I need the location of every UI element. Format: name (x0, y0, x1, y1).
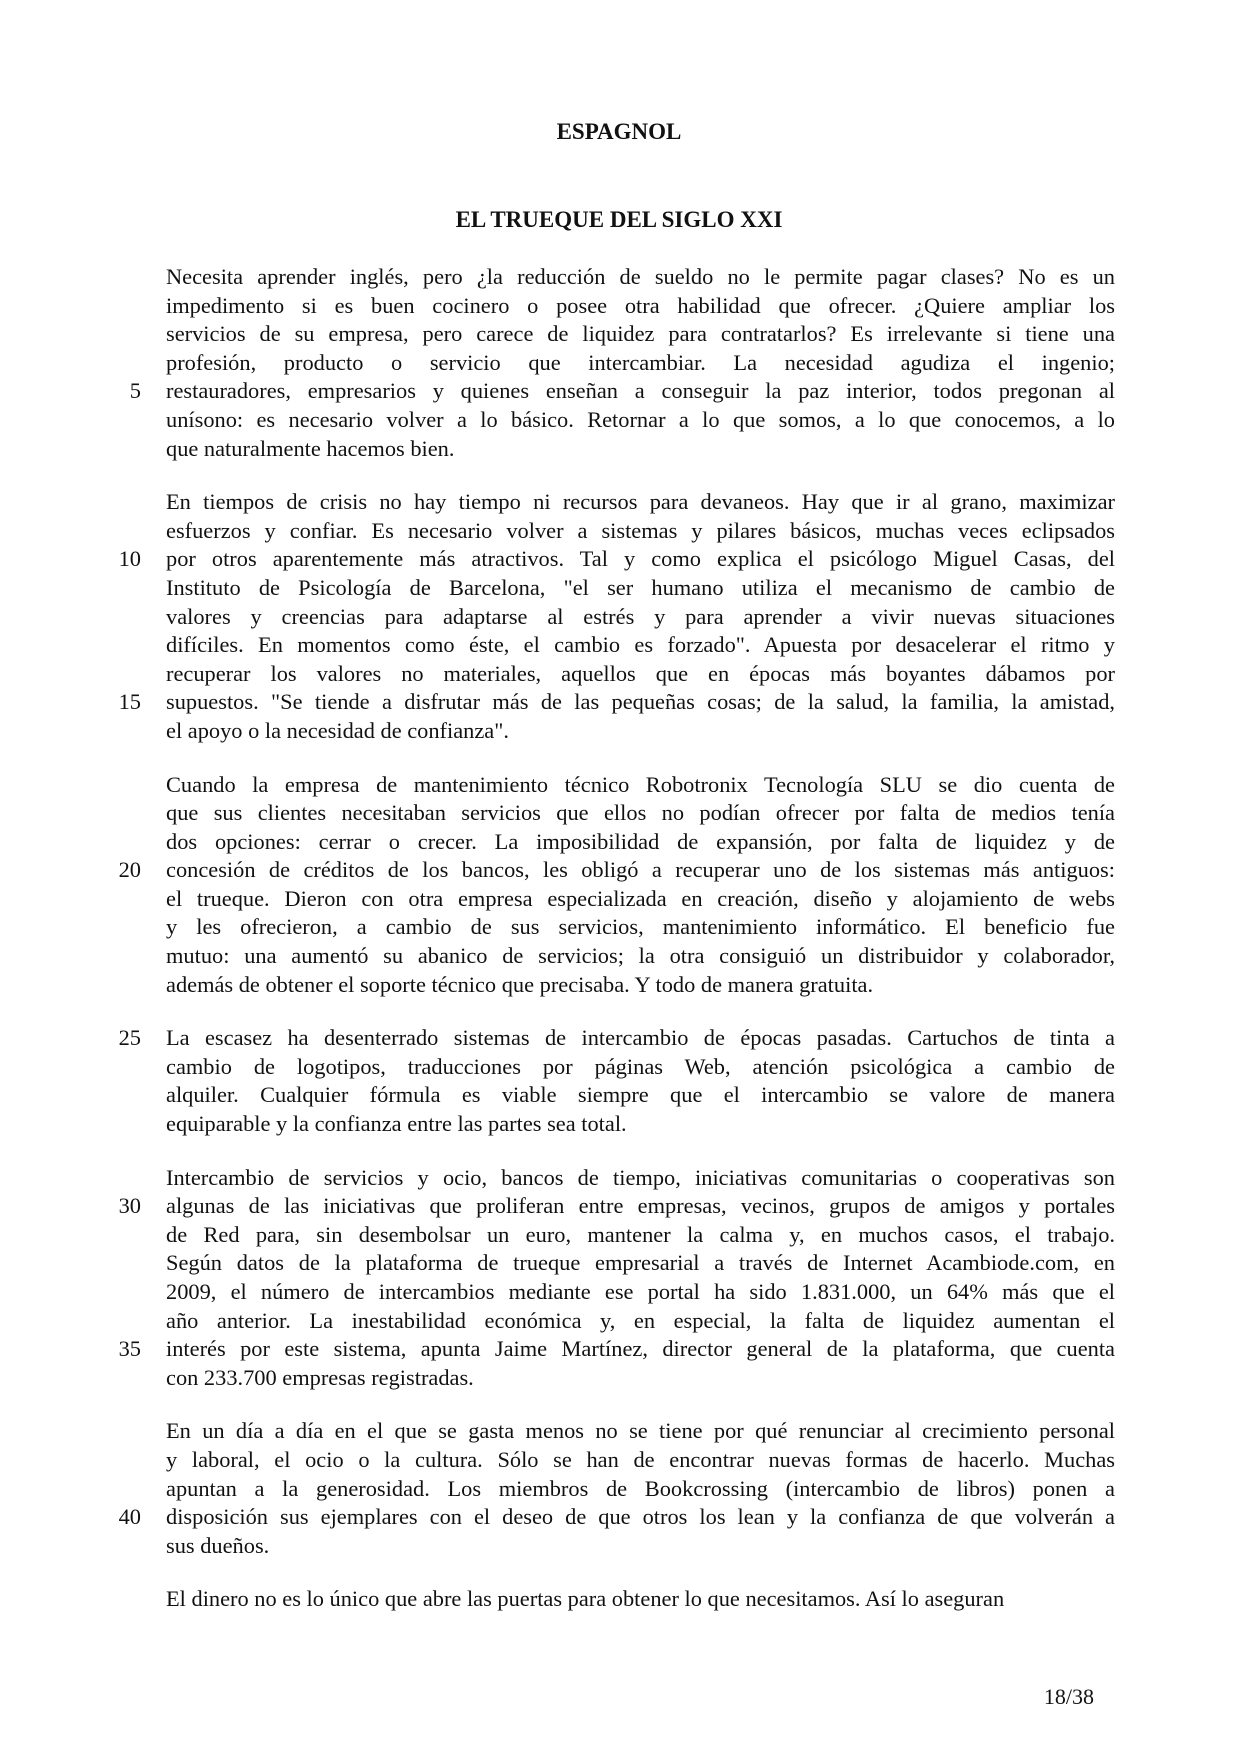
line-text: además de obtener el soporte técnico que precisaba. Y todo de manera gratuita. (166, 971, 874, 997)
text-line (166, 828, 1115, 857)
subject-heading: ESPAGNOL (556, 119, 682, 144)
text-line (166, 1164, 1115, 1193)
text-line (166, 631, 1115, 660)
line-text: valores y creencias para adaptarse al estrés y para aprender a vivir nuevas situaciones (166, 603, 1115, 629)
text-line (166, 349, 1115, 378)
text-line (166, 771, 1115, 800)
text-line (166, 517, 1115, 546)
line-text: que sus clientes necesitaban servicios que ellos no podían ofrecer por falta de medios tenía (166, 800, 1115, 826)
line-text: año anterior. La inestabilidad económica y, en especial, la falta de liquidez aumentan el (166, 1307, 1115, 1333)
text-line (166, 971, 1115, 1000)
paragraph (118, 771, 1115, 1000)
line-text: profesión, producto o servicio que intercambiar. La necesidad agudiza el ingenio; (166, 349, 1115, 375)
text-line (129, 377, 1115, 406)
text-line (166, 799, 1115, 828)
line-text: el trueque. Dieron con otra empresa especializada en creación, diseño y alojamiento de webs (166, 885, 1115, 911)
text-line (166, 1110, 1115, 1139)
line-text: dos opciones: cerrar o crecer. La imposibilidad de expansión, por falta de liquidez y de (166, 828, 1115, 854)
text-line (166, 1221, 1115, 1250)
text-line (118, 1335, 1115, 1364)
line-text: restauradores, empresarios y quienes enseñan a conseguir la paz interior, todos pregonan al (166, 378, 1115, 404)
line-text: En tiempos de crisis no hay tiempo ni recursos para devaneos. Hay que ir al grano, maximizar (166, 489, 1115, 515)
text-line (166, 1053, 1115, 1082)
text-line (118, 1024, 1115, 1053)
line-number: 30 (118, 1193, 141, 1219)
line-text: de Red para, sin desembolsar un euro, mantener la calma y, en muchos casos, el trabajo. (166, 1221, 1115, 1247)
text-line (118, 1192, 1115, 1221)
line-text: por otros aparentemente más atractivos. Tal y como explica el psicólogo Miguel Casas, del (166, 546, 1115, 572)
line-text: impedimento si es buen cocinero o posee otra habilidad que ofrecer. ¿Quiere ampliar los (166, 292, 1115, 318)
text-line (166, 263, 1115, 292)
paragraph (129, 263, 1115, 463)
text-line (166, 1446, 1115, 1475)
text-line (166, 717, 1115, 746)
line-text: sus dueños. (166, 1532, 270, 1558)
text-line (166, 1585, 1115, 1614)
line-number: 10 (118, 546, 141, 572)
line-number: 15 (118, 689, 141, 715)
text-line (166, 435, 1115, 464)
line-text: y les ofrecieron, a cambio de sus servicios, mantenimiento informático. El beneficio fue (166, 914, 1115, 940)
line-text: apuntan a la generosidad. Los miembros de Bookcrossing (intercambio de libros) ponen a (166, 1475, 1115, 1501)
text-line (166, 1532, 1115, 1561)
page-number: 18/38 (1043, 1684, 1094, 1709)
line-text: Necesita aprender inglés, pero ¿la reducción de sueldo no le permite pagar clases? No es un (166, 264, 1115, 289)
paragraph (118, 1164, 1115, 1393)
line-text: En un día a día en el que se gasta menos no se tiene por qué renunciar al crecimiento personal (166, 1418, 1115, 1444)
line-text: El dinero no es lo único que abre las puertas para obtener lo que necesitamos. Así lo aseguran (166, 1586, 1005, 1612)
line-number: 25 (118, 1025, 141, 1051)
text-line (118, 688, 1115, 717)
text-line (166, 1249, 1115, 1278)
line-text: disposición sus ejemplares con el deseo de que otros los lean y la confianza de que volverán a (166, 1504, 1115, 1530)
paragraph (118, 488, 1115, 745)
text-line (166, 885, 1115, 914)
text-line (118, 545, 1115, 574)
line-number: 35 (118, 1336, 141, 1362)
line-text: Según datos de la plataforma de trueque empresarial a través de Internet Acambiode.com, en (166, 1250, 1115, 1276)
text-line (166, 1081, 1115, 1110)
line-text: con 233.700 empresas registradas. (166, 1364, 474, 1390)
line-text: esfuerzos y confiar. Es necesario volver a sistemas y pilares básicos, muchas veces eclipsados (166, 517, 1115, 543)
article-body (118, 263, 1115, 1639)
text-line (166, 488, 1115, 517)
line-text: el apoyo o la necesidad de confianza". (166, 717, 509, 743)
paragraph (118, 1417, 1115, 1560)
line-text: recuperar los valores no materiales, aquellos que en épocas más boyantes dábamos por (166, 660, 1115, 686)
line-text: equiparable y la confianza entre las partes sea total. (166, 1111, 627, 1137)
paragraph (118, 1024, 1115, 1138)
text-line (166, 292, 1115, 321)
line-text: 2009, el número de intercambios mediante ese portal ha sido 1.831.000, un 64% más que el (166, 1279, 1115, 1304)
text-line (166, 1278, 1115, 1307)
text-line (166, 942, 1115, 971)
line-text: La escasez ha desenterrado sistemas de intercambio de épocas pasadas. Cartuchos de tinta a (166, 1025, 1115, 1051)
line-text: unísono: es necesario volver a lo básico. Retornar a lo que somos, a lo que conocemos, a lo (166, 406, 1115, 432)
article-title: EL TRUEQUE DEL SIGLO XXI (455, 207, 783, 232)
text-line (118, 856, 1115, 885)
line-number: 40 (118, 1504, 141, 1530)
text-line (166, 913, 1115, 942)
line-text: interés por este sistema, apunta Jaime Martínez, director general de la plataforma, que cuenta (166, 1336, 1115, 1362)
line-text: Instituto de Psicología de Barcelona, "el ser humano utiliza el mecanismo de cambio de (166, 574, 1115, 600)
paragraph (166, 1585, 1115, 1614)
text-line (166, 406, 1115, 435)
text-line (166, 1417, 1115, 1446)
text-line (166, 1364, 1115, 1393)
line-text: alquiler. Cualquier fórmula es viable siempre que el intercambio se valore de manera (166, 1082, 1115, 1108)
line-text: y laboral, el ocio o la cultura. Sólo se han de encontrar nuevas formas de hacerlo. Muchas (166, 1446, 1115, 1472)
text-line (166, 1307, 1115, 1336)
line-text: mutuo: una aumentó su abanico de servicios; la otra consiguió un distribuidor y colaborador, (166, 943, 1115, 969)
text-line (166, 320, 1115, 349)
line-text: Cuando la empresa de mantenimiento técnico Robotronix Tecnología SLU se dio cuenta de (166, 771, 1115, 797)
line-text: concesión de créditos de los bancos, les obligó a recuperar uno de los sistemas más antiguos: (166, 857, 1115, 883)
line-text: que naturalmente hacemos bien. (166, 435, 455, 461)
text-line (166, 574, 1115, 603)
text-line (166, 1475, 1115, 1504)
line-number: 20 (118, 857, 141, 883)
text-line (118, 1503, 1115, 1532)
text-line (166, 603, 1115, 632)
line-text: algunas de las iniciativas que proliferan entre empresas, vecinos, grupos de amigos y portales (166, 1193, 1115, 1219)
text-line (166, 660, 1115, 689)
line-text: servicios de su empresa, pero carece de liquidez para contratarlos? Es irrelevante si tiene una (166, 321, 1115, 347)
line-text: supuestos. "Se tiende a disfrutar más de las pequeñas cosas; de la salud, la familia, la amistad, (166, 689, 1115, 715)
line-text: cambio de logotipos, traducciones por páginas Web, atención psicológica a cambio de (166, 1053, 1115, 1079)
line-number: 5 (129, 378, 141, 404)
line-text: Intercambio de servicios y ocio, bancos de tiempo, iniciativas comunitarias o cooperativas son (166, 1164, 1115, 1190)
line-text: difíciles. En momentos como éste, el cambio es forzado". Apuesta por desacelerar el ritmo y (166, 632, 1115, 658)
